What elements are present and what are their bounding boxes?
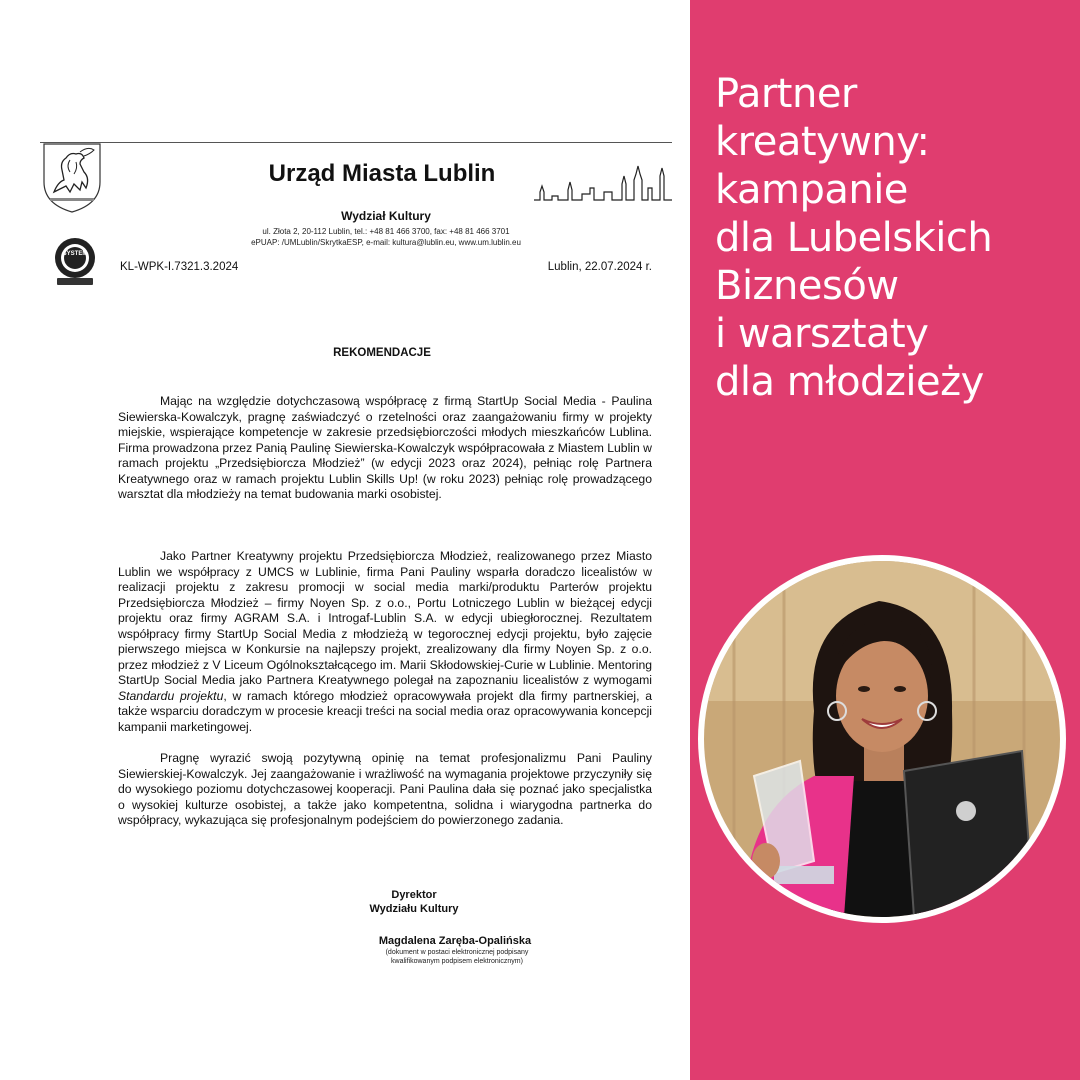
reference-number: KL-WPK-I.7321.3.2024 — [120, 261, 239, 273]
headline-line: dla Lubelskich — [715, 215, 993, 261]
paragraph-3: Pragnę wyrazić swoją pozytywną opinię na temat profesjonalizmu Pani Pauliny Siewierskiej-Kowalczyk. Jej zaangażowanie i wrażliwość na wymagania projektowe przyczyniły się do wysokiego poziomu dotychczasowej kooperacji. Pani Paulina dała się poznać jako specjalistka o wysokiej kulturze osobistej, a także jako kompetentna, solidna i wiarygodna partnerka do współpracy, wykazująca się profesjonalnym podejściem do powierzonego zadania. — [118, 751, 652, 827]
headline-line: Partner — [715, 71, 857, 117]
paragraph-2 — [118, 549, 652, 735]
letter-date: Lublin, 22.07.2024 r. — [547, 261, 652, 273]
portrait-photo — [704, 561, 1060, 917]
headline-line: kreatywny: — [715, 119, 930, 165]
signature-role-dept: Wydziału Kultury — [369, 903, 459, 915]
seal-label: SYSTEM — [62, 251, 88, 257]
org-title: Urząd Miasta Lublin — [268, 160, 496, 187]
signature-name: Magdalena Zaręba-Opalińska — [378, 935, 532, 947]
headline-line: Biznesów — [715, 263, 899, 309]
headline-line: i warsztaty — [715, 311, 929, 357]
signature-role — [314, 888, 514, 916]
signature-note-line: kwalifikowanym podpisem elektronicznym) — [391, 958, 523, 965]
address-line: ul. Złota 2, 20-112 Lublin, tel.: +48 81 466 3700, fax: +48 81 466 3701 — [262, 227, 510, 236]
epuap-line: ePUAP: /UMLublin/SkrytkaESP, e-mail: kultura@lublin.eu, www.um.lublin.eu — [251, 238, 521, 247]
address-block — [200, 226, 572, 248]
header-divider — [40, 142, 672, 143]
lublin-coat-of-arms-icon — [40, 142, 104, 214]
department-name: Wydział Kultury — [341, 209, 431, 223]
signature-note-line: (dokument w postaci elektronicznej podpisany — [385, 949, 529, 956]
paragraph-2-text-b: , w ramach którego młodzież opracowywała projekt dla firmy partnerskiej, a także wsparciu doradczym w procesie kreacji treści na social media oraz opracowywania koncepcji kampanii marketingowej. — [118, 688, 652, 734]
signature-role-title: Dyrektor — [391, 889, 437, 901]
letter-title: REKOMENDACJE — [333, 347, 431, 359]
headline — [715, 70, 1065, 406]
lublin-skyline-icon — [534, 158, 672, 204]
portrait-illustration — [704, 561, 1060, 917]
quality-system-seal-icon — [52, 236, 98, 286]
paragraph-1: Mając na względzie dotychczasową współpracę z firmą StartUp Social Media - Paulina Siewierska-Kowalczyk, pragnę zaświadczyć o rzetelności oraz zaangażowaniu firmy w projekty miejskie, wspierające kompetencje w zakresie przedsiębiorczości młodych mieszkańców Lublina. Firma prowadzona przez Panią Paulinę Siewierska-Kowalczyk współpracowała z Miastem Lublin w ramach projektu „Przedsiębiorcza Młodzież” (w edycji 2023 oraz 2024), pełniąc rolę Partnera Kreatywnego oraz w ramach projektu Lublin Skills Up! (w roku 2023) pełniąc rolę prowadzącego warsztat dla młodzieży na temat budowania marki osobistej. — [118, 394, 652, 501]
signature-note — [332, 948, 582, 966]
headline-line: dla młodzieży — [715, 359, 984, 405]
paragraph-2-italic: Standardu projektu — [118, 688, 224, 703]
headline-line: kampanie — [715, 167, 908, 213]
paragraph-2-text-a: Jako Partner Kreatywny projektu Przedsiębiorcza Młodzież, realizowanego przez Miasto Lublin we współpracy z UMCS w Lublinie, firma Pani Pauliny wsparła doradczo licealistów w realizacji projektu z zakresu promocji w social media marki/produktu Parterów projektu Przedsiębiorcza Młodzież – firmy Noyen Sp. z o.o., Portu Lotniczego Lublin w bieżącej edycji projektu oraz firmy AGRAM S.A. i Introgaf-Lublin S.A. w edycji ubiegłorocznej. Rezultatem współpracy firmy StartUp Social Media z młodzieżą w tegorocznej edycji projektu, było zajęcie pierwszego miejsca w Konkursie na najlepszy projekt, zrealizowany dla firmy Noyen Sp. z o.o. przez młodzież z V Liceum Ogólnokształcącego im. Marii Skłodowskiej-Curie w Lublinie. Mentoring StartUp Social Media jako Partnera Kreatywnego polegał na zapoznaniu licealistów z wymogami — [118, 549, 652, 687]
